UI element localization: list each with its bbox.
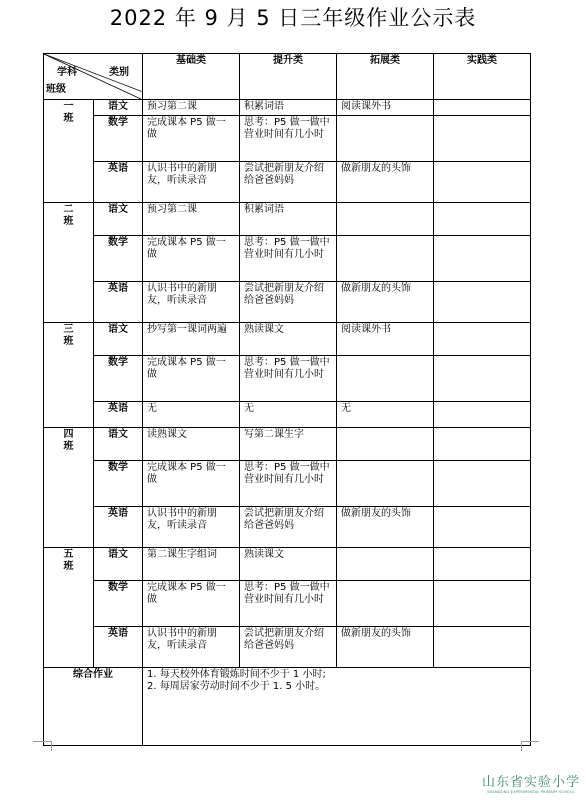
category-header-label: 类别 xyxy=(109,67,129,78)
cell-advanced: 熟读课文 xyxy=(240,323,337,356)
cell-basic: 完成课本 P5 做一做 xyxy=(143,116,240,162)
class-name-cell: 一 班 xyxy=(44,100,94,203)
cell-extended: 做新朋友的头饰 xyxy=(337,507,434,548)
table-row xyxy=(44,428,531,461)
cell-extended: 阅读课外书 xyxy=(337,100,434,116)
cell-practice xyxy=(434,356,531,402)
cell-advanced: 积累词语 xyxy=(240,203,337,236)
summary-label: 综合作业 xyxy=(44,668,143,746)
cell-practice xyxy=(434,402,531,428)
cell-practice xyxy=(434,548,531,581)
table-row xyxy=(44,100,531,116)
cell-extended xyxy=(337,548,434,581)
cell-extended xyxy=(337,581,434,627)
table-row xyxy=(44,461,531,507)
cell-extended xyxy=(337,203,434,236)
cell-practice xyxy=(434,428,531,461)
table-row xyxy=(44,162,531,203)
subject-cell: 语文 xyxy=(94,203,143,236)
cell-advanced: 尝试把新朋友介绍给爸爸妈妈 xyxy=(240,282,337,323)
table-row xyxy=(44,236,531,282)
header-corner-cell xyxy=(44,54,143,100)
cell-basic: 抄写第一课词两遍 xyxy=(143,323,240,356)
cell-basic: 完成课本 P5 做一做 xyxy=(143,236,240,282)
subject-header-label: 学科 xyxy=(57,67,77,78)
cell-basic: 认识书中的新朋友，听读录音 xyxy=(143,162,240,203)
cell-basic: 认识书中的新朋友，听读录音 xyxy=(143,627,240,668)
subject-cell: 英语 xyxy=(94,162,143,203)
cell-basic: 第二课生字组词 xyxy=(143,548,240,581)
cell-advanced: 积累词语 xyxy=(240,100,337,116)
cell-extended: 阅读课外书 xyxy=(337,323,434,356)
school-logo xyxy=(482,771,580,794)
cell-practice xyxy=(434,581,531,627)
class-name-cell: 二 班 xyxy=(44,203,94,323)
class-name-cell: 五 班 xyxy=(44,548,94,668)
cell-practice xyxy=(434,100,531,116)
class-name-cell: 四 班 xyxy=(44,428,94,548)
subject-cell: 英语 xyxy=(94,282,143,323)
cell-basic: 预习第二课 xyxy=(143,203,240,236)
subject-cell: 数学 xyxy=(94,461,143,507)
subject-cell: 数学 xyxy=(94,116,143,162)
cell-extended: 做新朋友的头饰 xyxy=(337,162,434,203)
subject-cell: 语文 xyxy=(94,428,143,461)
table-row xyxy=(44,323,531,356)
column-header-practice: 实践类 xyxy=(434,54,531,100)
subject-cell: 英语 xyxy=(94,507,143,548)
cell-practice xyxy=(434,627,531,668)
table-row xyxy=(44,402,531,428)
cell-practice xyxy=(434,461,531,507)
subject-cell: 语文 xyxy=(94,323,143,356)
cell-advanced: 思考：P5 做一做中营业时间有几小时 xyxy=(240,236,337,282)
cell-extended xyxy=(337,461,434,507)
cell-advanced: 思考：P5 做一做中营业时间有几小时 xyxy=(240,581,337,627)
cell-extended: 无 xyxy=(337,402,434,428)
cell-advanced: 熟读课文 xyxy=(240,548,337,581)
cell-practice xyxy=(434,116,531,162)
cell-extended xyxy=(337,356,434,402)
table-row xyxy=(44,356,531,402)
cell-basic: 完成课本 P5 做一做 xyxy=(143,581,240,627)
summary-item: 1. 每天校外体育锻炼时间不少于 1 小时; xyxy=(147,669,326,680)
column-header-extended: 拓展类 xyxy=(337,54,434,100)
cell-extended: 做新朋友的头饰 xyxy=(337,627,434,668)
class-name-cell: 三 班 xyxy=(44,323,94,428)
subject-cell: 数学 xyxy=(94,581,143,627)
cell-basic: 读熟课文 xyxy=(143,428,240,461)
cell-basic: 预习第二课 xyxy=(143,100,240,116)
cell-practice xyxy=(434,507,531,548)
subject-cell: 英语 xyxy=(94,402,143,428)
class-header-label: 班级 xyxy=(46,84,66,95)
crop-mark xyxy=(521,741,522,751)
cell-advanced: 无 xyxy=(240,402,337,428)
table-row xyxy=(44,282,531,323)
cell-extended xyxy=(337,236,434,282)
table-row xyxy=(44,507,531,548)
cell-basic: 完成课本 P5 做一做 xyxy=(143,356,240,402)
column-header-advanced: 提升类 xyxy=(240,54,337,100)
cell-advanced: 思考：P5 做一做中营业时间有几小时 xyxy=(240,116,337,162)
cell-advanced: 尝试把新朋友介绍给爸爸妈妈 xyxy=(240,627,337,668)
summary-item: 2. 每周居家劳动时间不少于 1. 5 小时。 xyxy=(147,681,326,692)
crop-mark xyxy=(521,741,539,742)
cell-advanced: 写第二课生字 xyxy=(240,428,337,461)
subject-cell: 语文 xyxy=(94,548,143,581)
cell-practice xyxy=(434,282,531,323)
school-logo-name: 山东省实验小学 xyxy=(481,775,580,790)
crop-mark xyxy=(51,741,52,751)
page-title: 2022 年 9 月 5 日三年级作业公示表 xyxy=(109,6,477,30)
cell-practice xyxy=(434,323,531,356)
subject-cell: 语文 xyxy=(94,100,143,116)
cell-basic: 无 xyxy=(143,402,240,428)
homework-table xyxy=(43,53,531,746)
table-row xyxy=(44,627,531,668)
crop-mark xyxy=(33,741,51,742)
school-logo-english: SHANDONG EXPERIMENTAL PRIMARY SCHOOL xyxy=(487,790,575,794)
table-row xyxy=(44,203,531,236)
cell-advanced: 尝试把新朋友介绍给爸爸妈妈 xyxy=(240,162,337,203)
subject-cell: 数学 xyxy=(94,236,143,282)
cell-practice xyxy=(434,203,531,236)
cell-extended: 做新朋友的头饰 xyxy=(337,282,434,323)
summary-row xyxy=(44,668,531,746)
subject-cell: 英语 xyxy=(94,627,143,668)
column-header-basic: 基础类 xyxy=(143,54,240,100)
subject-cell: 数学 xyxy=(94,356,143,402)
cell-advanced: 尝试把新朋友介绍给爸爸妈妈 xyxy=(240,507,337,548)
summary-content xyxy=(143,668,531,746)
header-row xyxy=(44,54,531,100)
cell-extended xyxy=(337,428,434,461)
cell-basic: 认识书中的新朋友，听读录音 xyxy=(143,282,240,323)
table-row xyxy=(44,116,531,162)
cell-practice xyxy=(434,162,531,203)
table-row xyxy=(44,581,531,627)
cell-extended xyxy=(337,116,434,162)
cell-advanced: 思考：P5 做一做中营业时间有几小时 xyxy=(240,356,337,402)
table-row xyxy=(44,548,531,581)
cell-advanced: 思考：P5 做一做中营业时间有几小时 xyxy=(240,461,337,507)
cell-basic: 认识书中的新朋友，听读录音 xyxy=(143,507,240,548)
cell-basic: 完成课本 P5 做一做 xyxy=(143,461,240,507)
cell-practice xyxy=(434,236,531,282)
